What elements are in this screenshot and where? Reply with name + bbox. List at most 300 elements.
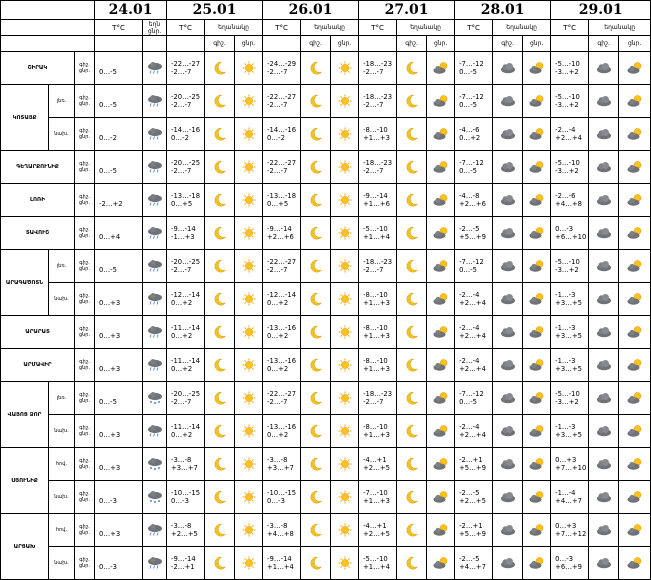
temperature-cell bbox=[167, 349, 205, 382]
day-label: ցնր. bbox=[78, 530, 91, 536]
day-temp: -2…-7 bbox=[363, 167, 384, 175]
day-header: ցնր. bbox=[147, 27, 162, 35]
day-temp: 0…+3 bbox=[99, 464, 121, 472]
night-label: գիշ. bbox=[79, 194, 90, 200]
temp-header: T°C bbox=[371, 23, 384, 32]
time-of-day bbox=[75, 151, 95, 184]
region-row bbox=[1, 448, 651, 481]
day-temp: 0…+4 bbox=[99, 233, 121, 241]
temperature-cell bbox=[455, 85, 493, 118]
day-temp: -2…-7 bbox=[267, 398, 288, 406]
day-temp: 0…-5 bbox=[459, 101, 478, 109]
cloud-snow-icon bbox=[143, 382, 167, 415]
cloud-icon bbox=[589, 250, 619, 283]
day-temp: 0…+2 bbox=[267, 332, 289, 340]
temperature-cell bbox=[263, 52, 301, 85]
temperature-cell bbox=[359, 85, 397, 118]
day-temp: 0…-2 bbox=[267, 134, 285, 142]
day-temp: +3…+7 bbox=[171, 464, 198, 472]
time-of-day bbox=[75, 481, 95, 514]
sun-cloud-icon bbox=[427, 415, 455, 448]
subregion-text: հով. bbox=[55, 527, 68, 533]
day-temp: +7…+10 bbox=[555, 464, 587, 472]
night-label: գիշ. bbox=[79, 458, 90, 464]
cloud-icon bbox=[493, 184, 523, 217]
temperature-cell bbox=[551, 118, 589, 151]
day-temp: -2…-7 bbox=[171, 167, 192, 175]
day-temp: -2…-7 bbox=[171, 398, 192, 406]
date-header bbox=[95, 1, 167, 20]
blank-cell bbox=[359, 36, 397, 52]
night-temp: -14…-16 bbox=[171, 126, 201, 134]
temp-col-header bbox=[95, 20, 143, 36]
day-temp: -2…+2 bbox=[99, 200, 123, 208]
temperature-cell bbox=[95, 118, 143, 151]
time-of-day bbox=[75, 382, 95, 415]
night-temp: 0…+3 bbox=[555, 522, 577, 530]
subregion-text: նախ. bbox=[54, 131, 69, 137]
night-header: գիշ. bbox=[213, 40, 226, 47]
night-temp: -24…-29 bbox=[267, 60, 297, 68]
day-temp: +3…+5 bbox=[555, 332, 582, 340]
day-temp: 0…-5 bbox=[459, 167, 478, 175]
sun-cloud-icon bbox=[523, 382, 551, 415]
weather-header: եղանակը bbox=[314, 24, 345, 31]
temperature-cell bbox=[95, 217, 143, 250]
temperature-cell bbox=[167, 85, 205, 118]
blank-cell bbox=[455, 36, 493, 52]
date-label: 24.01 bbox=[108, 2, 153, 18]
region-label: ԱՐԱՐԱՏ bbox=[25, 329, 50, 335]
day-label: ցնր. bbox=[78, 167, 91, 173]
night-temp: -7…-12 bbox=[459, 258, 484, 266]
day-temp: 0…-5 bbox=[459, 398, 478, 406]
crescent-moon-icon bbox=[301, 52, 331, 85]
sun-cloud-icon bbox=[523, 217, 551, 250]
day-label: ցնր. bbox=[78, 332, 91, 338]
temperature-cell bbox=[167, 547, 205, 580]
day-temp: 0…+2 bbox=[267, 365, 289, 373]
blank-cell bbox=[551, 36, 589, 52]
time-of-day bbox=[75, 514, 95, 547]
night-label: գիշ. bbox=[79, 293, 90, 299]
temperature-cell bbox=[551, 481, 589, 514]
temperature-cell bbox=[167, 184, 205, 217]
sun-icon bbox=[235, 481, 263, 514]
day-temp: 0…+3 bbox=[99, 332, 121, 340]
night-label: գիշ. bbox=[79, 425, 90, 431]
temperature-cell bbox=[167, 151, 205, 184]
sun-icon bbox=[331, 250, 359, 283]
day-label: ցնր. bbox=[78, 101, 91, 107]
day-label: ցնր. bbox=[78, 398, 91, 404]
temperature-cell bbox=[95, 415, 143, 448]
temperature-cell bbox=[263, 250, 301, 283]
sun-icon bbox=[235, 85, 263, 118]
temperature-cell bbox=[167, 283, 205, 316]
crescent-moon-icon bbox=[205, 283, 235, 316]
night-label: գիշ. bbox=[79, 62, 90, 68]
temperature-cell bbox=[263, 85, 301, 118]
night-temp: -8…-10 bbox=[363, 423, 388, 431]
spacer bbox=[99, 555, 142, 563]
spacer bbox=[99, 291, 142, 299]
night-temp: -2…-4 bbox=[459, 423, 480, 431]
temperature-cell bbox=[263, 448, 301, 481]
night-temp: -9…-14 bbox=[363, 192, 388, 200]
night-temp: -8…-10 bbox=[363, 324, 388, 332]
day-temp: +3…+5 bbox=[555, 299, 582, 307]
night-label: գիշ. bbox=[79, 161, 90, 167]
night-temp: -5…-10 bbox=[555, 258, 580, 266]
region-row bbox=[1, 250, 651, 283]
cloud-icon bbox=[493, 415, 523, 448]
sun-icon bbox=[331, 184, 359, 217]
night-label: գիշ. bbox=[79, 227, 90, 233]
day-temp: +3…+5 bbox=[555, 431, 582, 439]
temperature-cell bbox=[359, 52, 397, 85]
day-label: ցնր. bbox=[78, 134, 91, 140]
day-temp: 0…+5 bbox=[267, 200, 289, 208]
spacer bbox=[99, 522, 142, 530]
day-temp: 0…-2 bbox=[99, 134, 117, 142]
crescent-moon-icon bbox=[397, 547, 427, 580]
night-temp: 0…+3 bbox=[555, 456, 577, 464]
night-temp: -1…-3 bbox=[555, 357, 576, 365]
sun-cloud-icon bbox=[427, 514, 455, 547]
spacer bbox=[99, 489, 142, 497]
crescent-moon-icon bbox=[301, 118, 331, 151]
night-temp: -12…-14 bbox=[171, 291, 201, 299]
sun-cloud-icon bbox=[427, 547, 455, 580]
temperature-cell bbox=[95, 514, 143, 547]
date-header bbox=[551, 1, 651, 20]
temperature-cell bbox=[359, 481, 397, 514]
night-temp: -3…-8 bbox=[267, 456, 288, 464]
temperature-cell bbox=[551, 151, 589, 184]
night-temp: -5…-10 bbox=[555, 159, 580, 167]
day-temp: -2…-7 bbox=[363, 101, 384, 109]
temp-header: T°C bbox=[467, 23, 480, 32]
day-temp: +1…+4 bbox=[363, 563, 390, 571]
cloud-icon bbox=[493, 382, 523, 415]
temperature-cell bbox=[359, 283, 397, 316]
day-temp: +1…+3 bbox=[363, 332, 390, 340]
sun-cloud-icon bbox=[427, 250, 455, 283]
night-col-header bbox=[493, 36, 523, 52]
temperature-cell bbox=[167, 118, 205, 151]
night-label: գիշ. bbox=[79, 524, 90, 530]
temp-header: T°C bbox=[179, 23, 192, 32]
night-temp: -13…-16 bbox=[267, 357, 297, 365]
temperature-cell bbox=[167, 250, 205, 283]
region-label: ԼՈՌԻ bbox=[29, 197, 46, 203]
day-temp: -2…+1 bbox=[171, 563, 195, 571]
temperature-cell bbox=[359, 514, 397, 547]
region-label: ՍՅՈՒՆԻՔ bbox=[11, 477, 38, 484]
night-label: գիշ. bbox=[79, 95, 90, 101]
night-temp: -5…-10 bbox=[363, 225, 388, 233]
subregion-label bbox=[49, 514, 75, 547]
cloud-icon bbox=[493, 448, 523, 481]
night-temp: -13…-18 bbox=[171, 192, 201, 200]
temperature-cell bbox=[551, 514, 589, 547]
day-temp: -2…-7 bbox=[363, 398, 384, 406]
day-temp: -2…-7 bbox=[171, 101, 192, 109]
sun-icon bbox=[235, 118, 263, 151]
temperature-cell bbox=[455, 514, 493, 547]
day-temp: +2…+6 bbox=[267, 233, 294, 241]
cloud-rain-icon bbox=[143, 217, 167, 250]
sun-cloud-icon bbox=[523, 250, 551, 283]
night-temp: -20…-25 bbox=[171, 258, 201, 266]
day-temp: +2…+4 bbox=[459, 332, 486, 340]
cloud-icon bbox=[589, 283, 619, 316]
subregion-label bbox=[49, 547, 75, 580]
temperature-cell bbox=[359, 415, 397, 448]
temperature-cell bbox=[167, 514, 205, 547]
night-temp: -4…+1 bbox=[363, 522, 387, 530]
day-col-header bbox=[331, 36, 359, 52]
crescent-moon-icon bbox=[397, 283, 427, 316]
sun-cloud-icon bbox=[427, 217, 455, 250]
day-temp: +2…+5 bbox=[363, 530, 390, 538]
sun-cloud-icon bbox=[427, 283, 455, 316]
weather-header: եղանակը bbox=[506, 24, 537, 31]
temperature-cell bbox=[359, 217, 397, 250]
region-row bbox=[1, 184, 651, 217]
sun-icon bbox=[235, 349, 263, 382]
sun-cloud-icon bbox=[523, 316, 551, 349]
subregion-label bbox=[49, 448, 75, 481]
temperature-cell bbox=[95, 316, 143, 349]
night-temp: -10…-15 bbox=[267, 489, 297, 497]
temperature-cell bbox=[359, 151, 397, 184]
day-temp: -3…+2 bbox=[555, 101, 579, 109]
spacer bbox=[99, 423, 142, 431]
temperature-cell bbox=[167, 382, 205, 415]
night-label: գիշ. bbox=[79, 392, 90, 398]
region-row bbox=[1, 349, 651, 382]
temperature-cell bbox=[95, 481, 143, 514]
sun-icon bbox=[235, 382, 263, 415]
weather-header: եղն bbox=[148, 20, 161, 28]
day-temp: 0…-5 bbox=[459, 266, 478, 274]
weather-col-header bbox=[397, 20, 455, 36]
sun-cloud-icon bbox=[619, 547, 651, 580]
crescent-moon-icon bbox=[205, 85, 235, 118]
day-temp: -1…+3 bbox=[171, 233, 195, 241]
temperature-cell bbox=[167, 316, 205, 349]
sun-icon bbox=[331, 52, 359, 85]
date-header bbox=[455, 1, 551, 20]
crescent-moon-icon bbox=[205, 349, 235, 382]
sun-icon bbox=[235, 217, 263, 250]
cloud-rain-icon bbox=[143, 85, 167, 118]
crescent-moon-icon bbox=[397, 448, 427, 481]
night-temp: -3…-8 bbox=[171, 522, 192, 530]
region-row bbox=[1, 316, 651, 349]
day-temp: 0…+2 bbox=[171, 365, 193, 373]
temperature-cell bbox=[359, 184, 397, 217]
region-name bbox=[1, 52, 75, 85]
cloud-rain-icon bbox=[143, 151, 167, 184]
blank-cell bbox=[143, 36, 167, 52]
sun-icon bbox=[331, 316, 359, 349]
day-temp: 0…+3 bbox=[99, 365, 121, 373]
region-row bbox=[1, 283, 651, 316]
spacer bbox=[99, 192, 142, 200]
crescent-moon-icon bbox=[397, 514, 427, 547]
temp-col-header bbox=[167, 20, 205, 36]
region-row bbox=[1, 481, 651, 514]
sun-cloud-icon bbox=[523, 85, 551, 118]
night-temp: -4…+1 bbox=[363, 456, 387, 464]
temp-header: T°C bbox=[112, 23, 125, 32]
night-temp: -5…-10 bbox=[555, 60, 580, 68]
day-temp: +4…+7 bbox=[459, 563, 486, 571]
cloud-icon bbox=[589, 118, 619, 151]
sun-cloud-icon bbox=[523, 349, 551, 382]
cloud-icon bbox=[493, 85, 523, 118]
crescent-moon-icon bbox=[205, 184, 235, 217]
temperature-cell bbox=[263, 316, 301, 349]
temperature-cell bbox=[455, 415, 493, 448]
night-temp: -1…-3 bbox=[555, 324, 576, 332]
weather-header: եղանակը bbox=[410, 24, 441, 31]
cloud-icon bbox=[493, 547, 523, 580]
crescent-moon-icon bbox=[301, 547, 331, 580]
day-temp: 0…+2 bbox=[459, 134, 481, 142]
night-header: գիշ. bbox=[309, 40, 322, 47]
night-temp: -9…-14 bbox=[171, 555, 196, 563]
night-temp: -1…-3 bbox=[555, 291, 576, 299]
temperature-cell bbox=[263, 481, 301, 514]
day-temp: +5…+9 bbox=[459, 464, 486, 472]
cloud-icon bbox=[493, 151, 523, 184]
subregion-label bbox=[49, 481, 75, 514]
night-temp: -7…-12 bbox=[459, 159, 484, 167]
sun-icon bbox=[235, 316, 263, 349]
day-temp: -2…-7 bbox=[171, 266, 192, 274]
crescent-moon-icon bbox=[205, 547, 235, 580]
cloud-rain-icon bbox=[143, 349, 167, 382]
temperature-cell bbox=[551, 250, 589, 283]
sun-cloud-icon bbox=[619, 184, 651, 217]
crescent-moon-icon bbox=[397, 52, 427, 85]
temperature-cell bbox=[263, 184, 301, 217]
day-label: ցնր. bbox=[78, 497, 91, 503]
sun-cloud-icon bbox=[427, 448, 455, 481]
day-temp: 0…+2 bbox=[171, 332, 193, 340]
day-temp: +4…+8 bbox=[555, 200, 582, 208]
night-temp: -2…-4 bbox=[459, 357, 480, 365]
subregion-text: նախ. bbox=[54, 494, 69, 500]
region-label: ԱՐՑԱԽ bbox=[13, 543, 36, 550]
time-of-day bbox=[75, 118, 95, 151]
cloud-icon bbox=[493, 250, 523, 283]
day-temp: +5…+9 bbox=[459, 530, 486, 538]
sun-cloud-icon bbox=[427, 52, 455, 85]
temperature-cell bbox=[359, 250, 397, 283]
night-temp: -5…-10 bbox=[555, 93, 580, 101]
day-temp: +2…+6 bbox=[459, 200, 486, 208]
day-temp: -2…-7 bbox=[267, 68, 288, 76]
cloud-icon bbox=[589, 448, 619, 481]
time-of-day bbox=[75, 85, 95, 118]
temperature-cell bbox=[95, 448, 143, 481]
temperature-cell bbox=[455, 547, 493, 580]
night-temp: -8…-10 bbox=[363, 126, 388, 134]
temp-col-header bbox=[455, 20, 493, 36]
sun-cloud-icon bbox=[619, 448, 651, 481]
day-temp: +2…+4 bbox=[459, 431, 486, 439]
night-temp: -8…-10 bbox=[363, 357, 388, 365]
day-temp: +6…+10 bbox=[555, 233, 587, 241]
night-temp: -3…-8 bbox=[267, 522, 288, 530]
spacer bbox=[99, 93, 142, 101]
night-temp: -14…-16 bbox=[267, 126, 297, 134]
crescent-moon-icon bbox=[397, 316, 427, 349]
subregion-label bbox=[49, 382, 75, 415]
day-temp: +1…+4 bbox=[267, 563, 294, 571]
crescent-moon-icon bbox=[205, 514, 235, 547]
night-header: գիշ. bbox=[501, 40, 514, 47]
night-temp: 0…-3 bbox=[555, 555, 574, 563]
blank-cell bbox=[167, 36, 205, 52]
night-temp: -11…-14 bbox=[171, 324, 201, 332]
cloud-rain-icon bbox=[143, 547, 167, 580]
day-temp: -2…-7 bbox=[267, 266, 288, 274]
day-label: ցնր. bbox=[78, 464, 91, 470]
time-of-day bbox=[75, 316, 95, 349]
crescent-moon-icon bbox=[397, 85, 427, 118]
day-temp: -2…-7 bbox=[267, 167, 288, 175]
temperature-cell bbox=[167, 415, 205, 448]
day-col-header bbox=[619, 36, 651, 52]
cloud-icon bbox=[589, 481, 619, 514]
sun-cloud-icon bbox=[523, 514, 551, 547]
sun-icon bbox=[235, 415, 263, 448]
region-row bbox=[1, 151, 651, 184]
crescent-moon-icon bbox=[205, 382, 235, 415]
night-col-header bbox=[205, 36, 235, 52]
sun-icon bbox=[235, 547, 263, 580]
subregion-text: լեռ. bbox=[56, 263, 67, 269]
temp-header: T°C bbox=[275, 23, 288, 32]
day-temp: -3…+2 bbox=[555, 68, 579, 76]
day-header: ցնր. bbox=[433, 40, 448, 47]
temp-col-header bbox=[551, 20, 589, 36]
temp-col-header bbox=[263, 20, 301, 36]
sun-cloud-icon bbox=[427, 118, 455, 151]
temperature-cell bbox=[95, 349, 143, 382]
subregion-label bbox=[49, 415, 75, 448]
date-label: 28.01 bbox=[480, 2, 525, 18]
sun-cloud-icon bbox=[427, 481, 455, 514]
temperature-cell bbox=[551, 184, 589, 217]
night-temp: -7…-12 bbox=[459, 60, 484, 68]
crescent-moon-icon bbox=[301, 349, 331, 382]
night-col-header bbox=[397, 36, 427, 52]
sun-icon bbox=[331, 448, 359, 481]
night-temp: -2…-5 bbox=[459, 489, 480, 497]
cloud-icon bbox=[493, 349, 523, 382]
temperature-cell bbox=[167, 217, 205, 250]
sun-icon bbox=[331, 382, 359, 415]
subregion-label bbox=[49, 85, 75, 118]
night-temp: -12…-14 bbox=[267, 291, 297, 299]
